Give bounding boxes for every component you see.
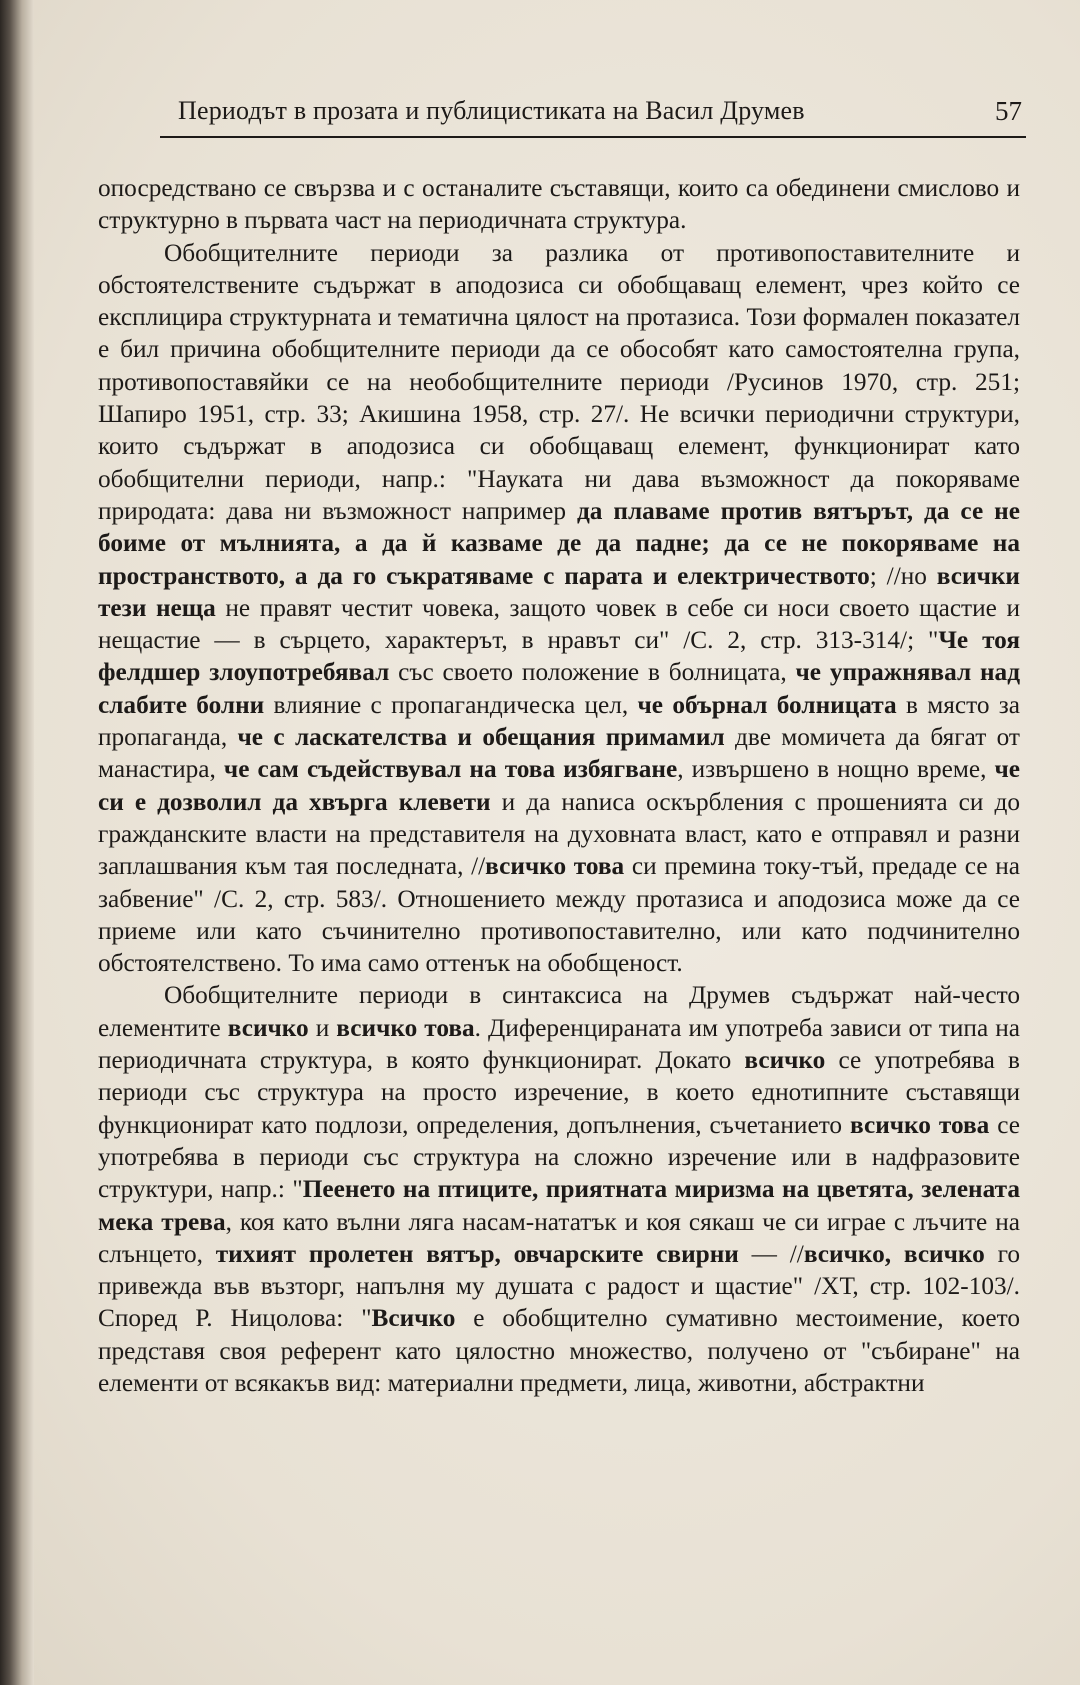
bold-text-run: всички тези неща (98, 561, 1020, 622)
text-run: си премина току-тъй, предаде се на забвение" /С. 2, стр. 583/. Отношението между протазиса и аподозиса може да се приеме или като съчинително противопоставително, или като подчинително обстоятелствено. То има само оттенък на обобщеност. (98, 852, 1020, 978)
bold-text-run: всичко (744, 1046, 826, 1075)
paragraph (98, 237, 1020, 980)
book-spine-shadow (0, 0, 34, 1685)
bold-text-run: тихият пролетен вятър, овчарските свирни (215, 1239, 739, 1268)
text-run: със своето положение в болницата, (389, 658, 796, 687)
bold-text-run: Че тоя фелдшер злоупотребявал (98, 626, 1021, 687)
bold-text-run: че упражнявал над слабите болни (98, 658, 1021, 719)
text-run: е обобщително сумативно местоимение, което представя своя референт като цялостно множество, получено от "събиране" на елементи от всякакъв вид: материални предмети, лица, животни, абстрактни (98, 1304, 1021, 1397)
text-run: ; //но (869, 561, 937, 590)
text-run: , извършено в нощно време, (677, 755, 995, 784)
text-run: в място за пропаганда, (98, 690, 1020, 752)
bold-text-run: че сам съдействувал на това избягване (223, 755, 678, 784)
text-run: две момичета да бягат от манастира, (98, 723, 1020, 784)
text-run: опосредствано се свързва и с останалите съставящи, които са обединени смислово и структурно в първата част на периодичната структура. (98, 174, 1020, 235)
text-run: . Диференцираната им употреба зависи от типа на периодичната структура, в която функционират. Докато (98, 1013, 1020, 1075)
bold-text-run: всичко това (336, 1013, 475, 1042)
text-run: и да нanиса оскърбления с прошенията си до гражданските власти на представителя на духовната власт, като е отправял и разни заплашвания към тая последната, // (98, 787, 1020, 881)
bold-text-run: Всичко (371, 1304, 456, 1333)
running-title: Периодът в прозата и публицистиката на Васил Друмев (178, 96, 805, 125)
text-run: влияние с пропагандическа цел, (264, 690, 638, 719)
text-run: Обобщителните периоди за разлика от противопоставителните и обстоятелствените съдържат в аподозиса си обобщаващ елемент, чрез който се експлицира структурната и тематична цялост на протазиса. Този формален показател е бил причина обобщителните периоди да се обособят като самостоятелна група, противопоставяйки се на необобщителните периоди /Русинов 1970, стр. 251; Шапиро 1951, стр. 33; Акишина 1958, стр. 27/. Не всички периодични структури, които съдържат в аподозиса си обобщаващ елемент, функционират като обобщителни периоди, напр.: "Науката ни дава възможност да покоряваме природата: дава ни възможност например (98, 238, 1020, 525)
bold-text-run: че си е дозволил да хвърга клевети (98, 755, 1021, 816)
bold-text-run: всичко, всичко (803, 1239, 985, 1268)
page-number: 57 (995, 96, 1022, 126)
text-run: го привежда във възторг, напълня му душата с радост и щастие" /ХТ, стр. 102-103/. Според Р. Ницолова: " (98, 1239, 1020, 1333)
text-run: не правят честит човека, защото човек в себе си носи своето щастие и нещастие — в сърцето, характерът, в нравът си" /С. 2, стр. 313-314/; " (98, 593, 1020, 655)
bold-text-run: всичко това (485, 852, 625, 881)
bold-text-run: че с ласкателства и обещания примамил (237, 723, 725, 752)
bold-text-run: че обърнал болницата (637, 690, 897, 719)
paragraph (98, 979, 1020, 1399)
bold-text-run: да плаваме против вятърът, да се не боиме от мълнията, а да й казваме де да падне; да се не покоряваме на пространството, а да го съкратяваме с парата и електричеството (98, 496, 1020, 590)
bold-text-run: всичко (227, 1013, 309, 1042)
page-header (160, 96, 1026, 138)
body-text (98, 172, 1020, 1399)
paragraph (98, 172, 1020, 237)
text-run: и (308, 1013, 337, 1042)
text-run: се употребява в периоди със структура на сложно изречение или в надфразовите структури, напр.: " (98, 1110, 1020, 1204)
text-run: , коя като вълни ляга насам-нататък и коя сякаш че си играе с лъчите на слънцето, (98, 1207, 1021, 1268)
bold-text-run: всичко това (850, 1110, 990, 1139)
text-run: се употребява в периоди със структура на просто изречение, в което еднотипните съставящи функционират като подлози, определения, допълнения, съчетанието (98, 1046, 1020, 1139)
text-run: — // (738, 1239, 804, 1268)
bold-text-run: Пеенето на птиците, приятната миризма на цветята, зелената мека трева (98, 1175, 1020, 1236)
text-run: Обобщителните периоди в синтаксиса на Друмев съдържат най-често елементите (98, 981, 1020, 1042)
